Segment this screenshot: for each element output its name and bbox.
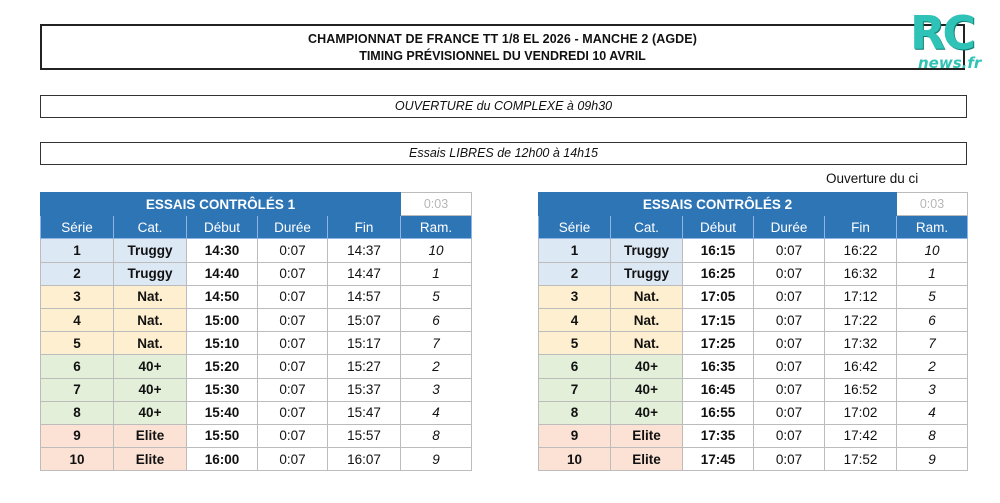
start-time-cell: 16:25	[683, 262, 754, 285]
logo-rc-text: RC	[910, 6, 974, 60]
rcnews-logo	[908, 6, 988, 74]
ram-cell: 9	[897, 448, 968, 471]
end-time-cell: 17:22	[825, 308, 897, 331]
title-line-1: CHAMPIONNAT DE FRANCE TT 1/8 EL 2026 - MANCHE 2 (AGDE)	[307, 32, 697, 46]
end-time-cell: 15:27	[328, 355, 401, 378]
category-cell: Nat.	[611, 332, 683, 355]
category-cell: 40+	[114, 401, 187, 424]
column-header: Fin	[328, 216, 401, 239]
serie-cell: 4	[539, 308, 611, 331]
duration-cell: 0:07	[258, 378, 328, 401]
title-line-2: TIMING PRÉVISIONNEL DU VENDREDI 10 AVRIL	[359, 49, 646, 63]
table-row	[539, 401, 968, 424]
duration-cell: 0:07	[754, 355, 825, 378]
serie-cell: 1	[539, 239, 611, 262]
table-row	[41, 308, 472, 331]
start-time-cell: 16:00	[187, 448, 258, 471]
duration-cell: 0:07	[258, 448, 328, 471]
ram-cell: 4	[897, 401, 968, 424]
column-header: Série	[539, 216, 611, 239]
table-row	[539, 308, 968, 331]
ram-cell: 4	[401, 401, 472, 424]
start-time-cell: 14:30	[187, 239, 258, 262]
end-time-cell: 15:17	[328, 332, 401, 355]
document-title-box	[40, 24, 965, 70]
ram-cell: 7	[897, 332, 968, 355]
duration-cell: 0:07	[258, 285, 328, 308]
serie-cell: 1	[41, 239, 114, 262]
end-time-cell: 15:37	[328, 378, 401, 401]
duration-cell: 0:07	[754, 424, 825, 447]
table-row	[539, 262, 968, 285]
table-row	[41, 332, 472, 355]
duration-cell: 0:07	[258, 308, 328, 331]
end-time-cell: 16:52	[825, 378, 897, 401]
category-cell: 40+	[611, 401, 683, 424]
start-time-cell: 17:15	[683, 308, 754, 331]
ram-cell: 3	[897, 378, 968, 401]
start-time-cell: 16:35	[683, 355, 754, 378]
duration-cell: 0:07	[754, 401, 825, 424]
category-cell: Truggy	[611, 239, 683, 262]
duration-cell: 0:07	[258, 355, 328, 378]
table-corner-value: 0:03	[897, 193, 968, 216]
category-cell: 40+	[114, 355, 187, 378]
duration-cell: 0:07	[754, 308, 825, 331]
table-row	[539, 448, 968, 471]
start-time-cell: 15:00	[187, 308, 258, 331]
ram-cell: 10	[897, 239, 968, 262]
serie-cell: 3	[41, 285, 114, 308]
serie-cell: 4	[41, 308, 114, 331]
ram-cell: 1	[401, 262, 472, 285]
ram-cell: 2	[401, 355, 472, 378]
duration-cell: 0:07	[258, 332, 328, 355]
duration-cell: 0:07	[258, 239, 328, 262]
duration-cell: 0:07	[754, 332, 825, 355]
serie-cell: 9	[539, 424, 611, 447]
serie-cell: 6	[41, 355, 114, 378]
table-row	[539, 378, 968, 401]
essais-controles-2-table	[538, 192, 968, 471]
serie-cell: 2	[539, 262, 611, 285]
table-row	[41, 401, 472, 424]
duration-cell: 0:07	[258, 424, 328, 447]
ram-cell: 9	[401, 448, 472, 471]
start-time-cell: 15:20	[187, 355, 258, 378]
duration-cell: 0:07	[754, 285, 825, 308]
duration-cell: 0:07	[258, 262, 328, 285]
logo-news-text: news.fr	[918, 54, 982, 72]
category-cell: Elite	[114, 424, 187, 447]
category-cell: Nat.	[114, 285, 187, 308]
column-header: Durée	[258, 216, 328, 239]
category-cell: Nat.	[114, 308, 187, 331]
end-time-cell: 17:12	[825, 285, 897, 308]
start-time-cell: 16:15	[683, 239, 754, 262]
category-cell: Nat.	[611, 285, 683, 308]
category-cell: Nat.	[114, 332, 187, 355]
column-header: Cat.	[114, 216, 187, 239]
start-time-cell: 15:50	[187, 424, 258, 447]
end-time-cell: 16:42	[825, 355, 897, 378]
column-header: Début	[187, 216, 258, 239]
category-cell: Nat.	[611, 308, 683, 331]
serie-cell: 3	[539, 285, 611, 308]
category-cell: Truggy	[611, 262, 683, 285]
column-header: Durée	[754, 216, 825, 239]
start-time-cell: 14:40	[187, 262, 258, 285]
end-time-cell: 14:47	[328, 262, 401, 285]
start-time-cell: 17:45	[683, 448, 754, 471]
ram-cell: 6	[897, 308, 968, 331]
start-time-cell: 16:55	[683, 401, 754, 424]
duration-cell: 0:07	[754, 378, 825, 401]
start-time-cell: 17:25	[683, 332, 754, 355]
ram-cell: 8	[897, 424, 968, 447]
ouverture-complexe-box: OUVERTURE du COMPLEXE à 09h30	[40, 95, 967, 118]
serie-cell: 10	[41, 448, 114, 471]
end-time-cell: 15:57	[328, 424, 401, 447]
end-time-cell: 16:07	[328, 448, 401, 471]
ram-cell: 8	[401, 424, 472, 447]
serie-cell: 5	[539, 332, 611, 355]
end-time-cell: 17:52	[825, 448, 897, 471]
end-time-cell: 17:42	[825, 424, 897, 447]
end-time-cell: 14:57	[328, 285, 401, 308]
table-row	[41, 448, 472, 471]
category-cell: 40+	[611, 378, 683, 401]
table-row	[41, 378, 472, 401]
category-cell: Elite	[114, 448, 187, 471]
table-row	[41, 424, 472, 447]
ram-cell: 5	[897, 285, 968, 308]
serie-cell: 6	[539, 355, 611, 378]
start-time-cell: 16:45	[683, 378, 754, 401]
start-time-cell: 17:05	[683, 285, 754, 308]
category-cell: 40+	[114, 378, 187, 401]
ram-cell: 3	[401, 378, 472, 401]
category-cell: Truggy	[114, 239, 187, 262]
essais-controles-1-table	[40, 192, 472, 471]
table-title: ESSAIS CONTRÔLÉS 2	[539, 193, 897, 216]
end-time-cell: 14:37	[328, 239, 401, 262]
ram-cell: 2	[897, 355, 968, 378]
table-row	[41, 285, 472, 308]
duration-cell: 0:07	[754, 239, 825, 262]
table-title: ESSAIS CONTRÔLÉS 1	[41, 193, 401, 216]
table-corner-value: 0:03	[401, 193, 472, 216]
column-header: Ram.	[897, 216, 968, 239]
table-row	[41, 262, 472, 285]
table-row	[41, 239, 472, 262]
end-time-cell: 16:22	[825, 239, 897, 262]
ram-cell: 7	[401, 332, 472, 355]
column-header: Fin	[825, 216, 897, 239]
serie-cell: 8	[539, 401, 611, 424]
column-header: Série	[41, 216, 114, 239]
serie-cell: 9	[41, 424, 114, 447]
serie-cell: 7	[41, 378, 114, 401]
serie-cell: 8	[41, 401, 114, 424]
start-time-cell: 14:50	[187, 285, 258, 308]
start-time-cell: 15:10	[187, 332, 258, 355]
ram-cell: 6	[401, 308, 472, 331]
ram-cell: 1	[897, 262, 968, 285]
serie-cell: 2	[41, 262, 114, 285]
category-cell: Truggy	[114, 262, 187, 285]
start-time-cell: 15:40	[187, 401, 258, 424]
essais-libres-box: Essais LIBRES de 12h00 à 14h15	[40, 142, 967, 165]
serie-cell: 7	[539, 378, 611, 401]
table-row	[539, 355, 968, 378]
column-header: Cat.	[611, 216, 683, 239]
ram-cell: 5	[401, 285, 472, 308]
start-time-cell: 15:30	[187, 378, 258, 401]
ouverture-circuit-note: Ouverture du ci	[826, 171, 919, 186]
end-time-cell: 17:32	[825, 332, 897, 355]
duration-cell: 0:07	[258, 401, 328, 424]
start-time-cell: 17:35	[683, 424, 754, 447]
end-time-cell: 17:02	[825, 401, 897, 424]
column-header: Début	[683, 216, 754, 239]
category-cell: 40+	[611, 355, 683, 378]
duration-cell: 0:07	[754, 262, 825, 285]
ram-cell: 10	[401, 239, 472, 262]
table-row	[539, 332, 968, 355]
serie-cell: 5	[41, 332, 114, 355]
end-time-cell: 16:32	[825, 262, 897, 285]
serie-cell: 10	[539, 448, 611, 471]
table-row	[41, 355, 472, 378]
table-row	[539, 239, 968, 262]
category-cell: Elite	[611, 424, 683, 447]
category-cell: Elite	[611, 448, 683, 471]
table-row	[539, 285, 968, 308]
table-row	[539, 424, 968, 447]
duration-cell: 0:07	[754, 448, 825, 471]
end-time-cell: 15:47	[328, 401, 401, 424]
column-header: Ram.	[401, 216, 472, 239]
end-time-cell: 15:07	[328, 308, 401, 331]
